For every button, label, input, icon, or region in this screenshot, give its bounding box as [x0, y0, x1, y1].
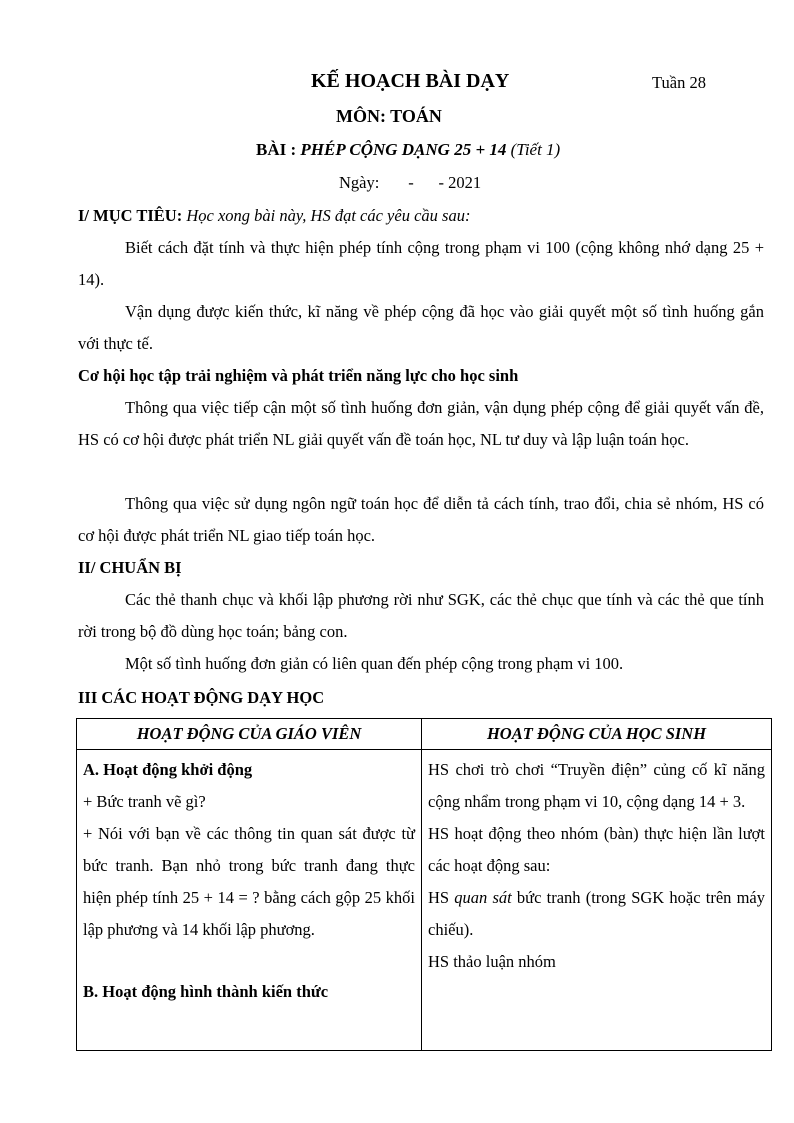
activities-table [76, 718, 772, 1051]
teacher-question-2: + Nói với bạn về các thông tin quan sát được từ bức tranh. Bạn nhỏ trong bức tranh đang thực hiện phép tính 25 + 14 = ? bằng cách gộp 25 khối lập phương và 14 khối lập phương. [83, 824, 415, 939]
student-activities-cell [422, 750, 772, 1051]
document-title: KẾ HOẠCH BÀI DẠY [311, 70, 510, 92]
competency-paragraph-2: Thông qua việc sử dụng ngôn ngữ toán học để diễn tả cách tính, trao đổi, chia sẻ nhóm, HS có cơ hội được phát triển NL giao tiếp toán học. [78, 494, 764, 545]
preparation-paragraph-1: Các thẻ thanh chục và khối lập phương rời như SGK, các thẻ chục que tính và các thẻ que tính rời trong bộ đồ dùng học toán; bảng con. [78, 590, 764, 641]
section-objectives-heading [78, 200, 470, 232]
student-activity-3 [428, 882, 765, 946]
objective-paragraph-1: Biết cách đặt tính và thực hiện phép tính cộng trong phạm vi 100 (cộng không nhớ dạng 25 + 14). [78, 238, 764, 289]
section-preparation-heading: II/ CHUẨN BỊ [78, 558, 182, 577]
knowledge-heading: B. Hoạt động hình thành kiến thức [83, 982, 329, 1001]
teacher-question-1: + Bức tranh vẽ gì? [83, 792, 206, 811]
student-activity-3-prefix: HS [428, 888, 455, 907]
student-activity-2: HS hoạt động theo nhóm (bàn) thực hiện lần lượt các hoạt động sau: [428, 824, 765, 875]
student-column-header: HOẠT ĐỘNG CỦA HỌC SINH [422, 719, 772, 750]
section-activities-heading: III CÁC HOẠT ĐỘNG DẠY HỌC [78, 688, 325, 707]
spacer [83, 946, 415, 976]
lesson-title [256, 140, 560, 160]
week-label: Tuần 28 [652, 73, 706, 92]
objectives-heading-label: I/ MỤC TIÊU: [78, 206, 183, 225]
lesson-period: (Tiết 1) [506, 140, 561, 159]
date-line: Ngày: - - 2021 [339, 173, 482, 192]
lesson-name: PHÉP CỘNG DẠNG 25 + 14 [300, 140, 507, 159]
subject-label: MÔN: TOÁN [336, 106, 442, 126]
warmup-heading: A. Hoạt động khởi động [83, 760, 253, 779]
teacher-column-header: HOẠT ĐỘNG CỦA GIÁO VIÊN [77, 719, 422, 750]
student-activity-3-emphasis: quan sát [454, 888, 512, 907]
student-activity-4: HS thảo luận nhóm [428, 952, 556, 971]
objective-paragraph-2: Vận dụng được kiến thức, kĩ năng về phép cộng đã học vào giải quyết một số tình huống gắn với thực tế. [78, 302, 764, 353]
lesson-prefix: BÀI : [256, 140, 301, 159]
competency-paragraph-1: Thông qua việc tiếp cận một số tình huống đơn giản, vận dụng phép cộng để giải quyết vấn đề, HS có cơ hội được phát triển NL giải quyết vấn đề toán học, NL tư duy và lập luận toán học. [78, 398, 764, 449]
table-row [77, 750, 772, 1051]
competency-heading: Cơ hội học tập trải nghiệm và phát triển năng lực cho học sinh [78, 366, 519, 385]
table-header-row [77, 719, 772, 750]
objectives-heading-note: Học xong bài này, HS đạt các yêu cầu sau: [182, 206, 471, 225]
preparation-paragraph-2: Một số tình huống đơn giản có liên quan đến phép cộng trong phạm vi 100. [125, 654, 624, 673]
teacher-activities-cell [77, 750, 422, 1051]
student-activity-3-suffix: bức tranh (trong SGK hoặc trên máy chiếu). [428, 888, 765, 939]
student-activity-1: HS chơi trò chơi “Truyền điện” củng cố kĩ năng cộng nhẩm trong phạm vi 10, cộng dạng 14 + 3. [428, 760, 765, 811]
